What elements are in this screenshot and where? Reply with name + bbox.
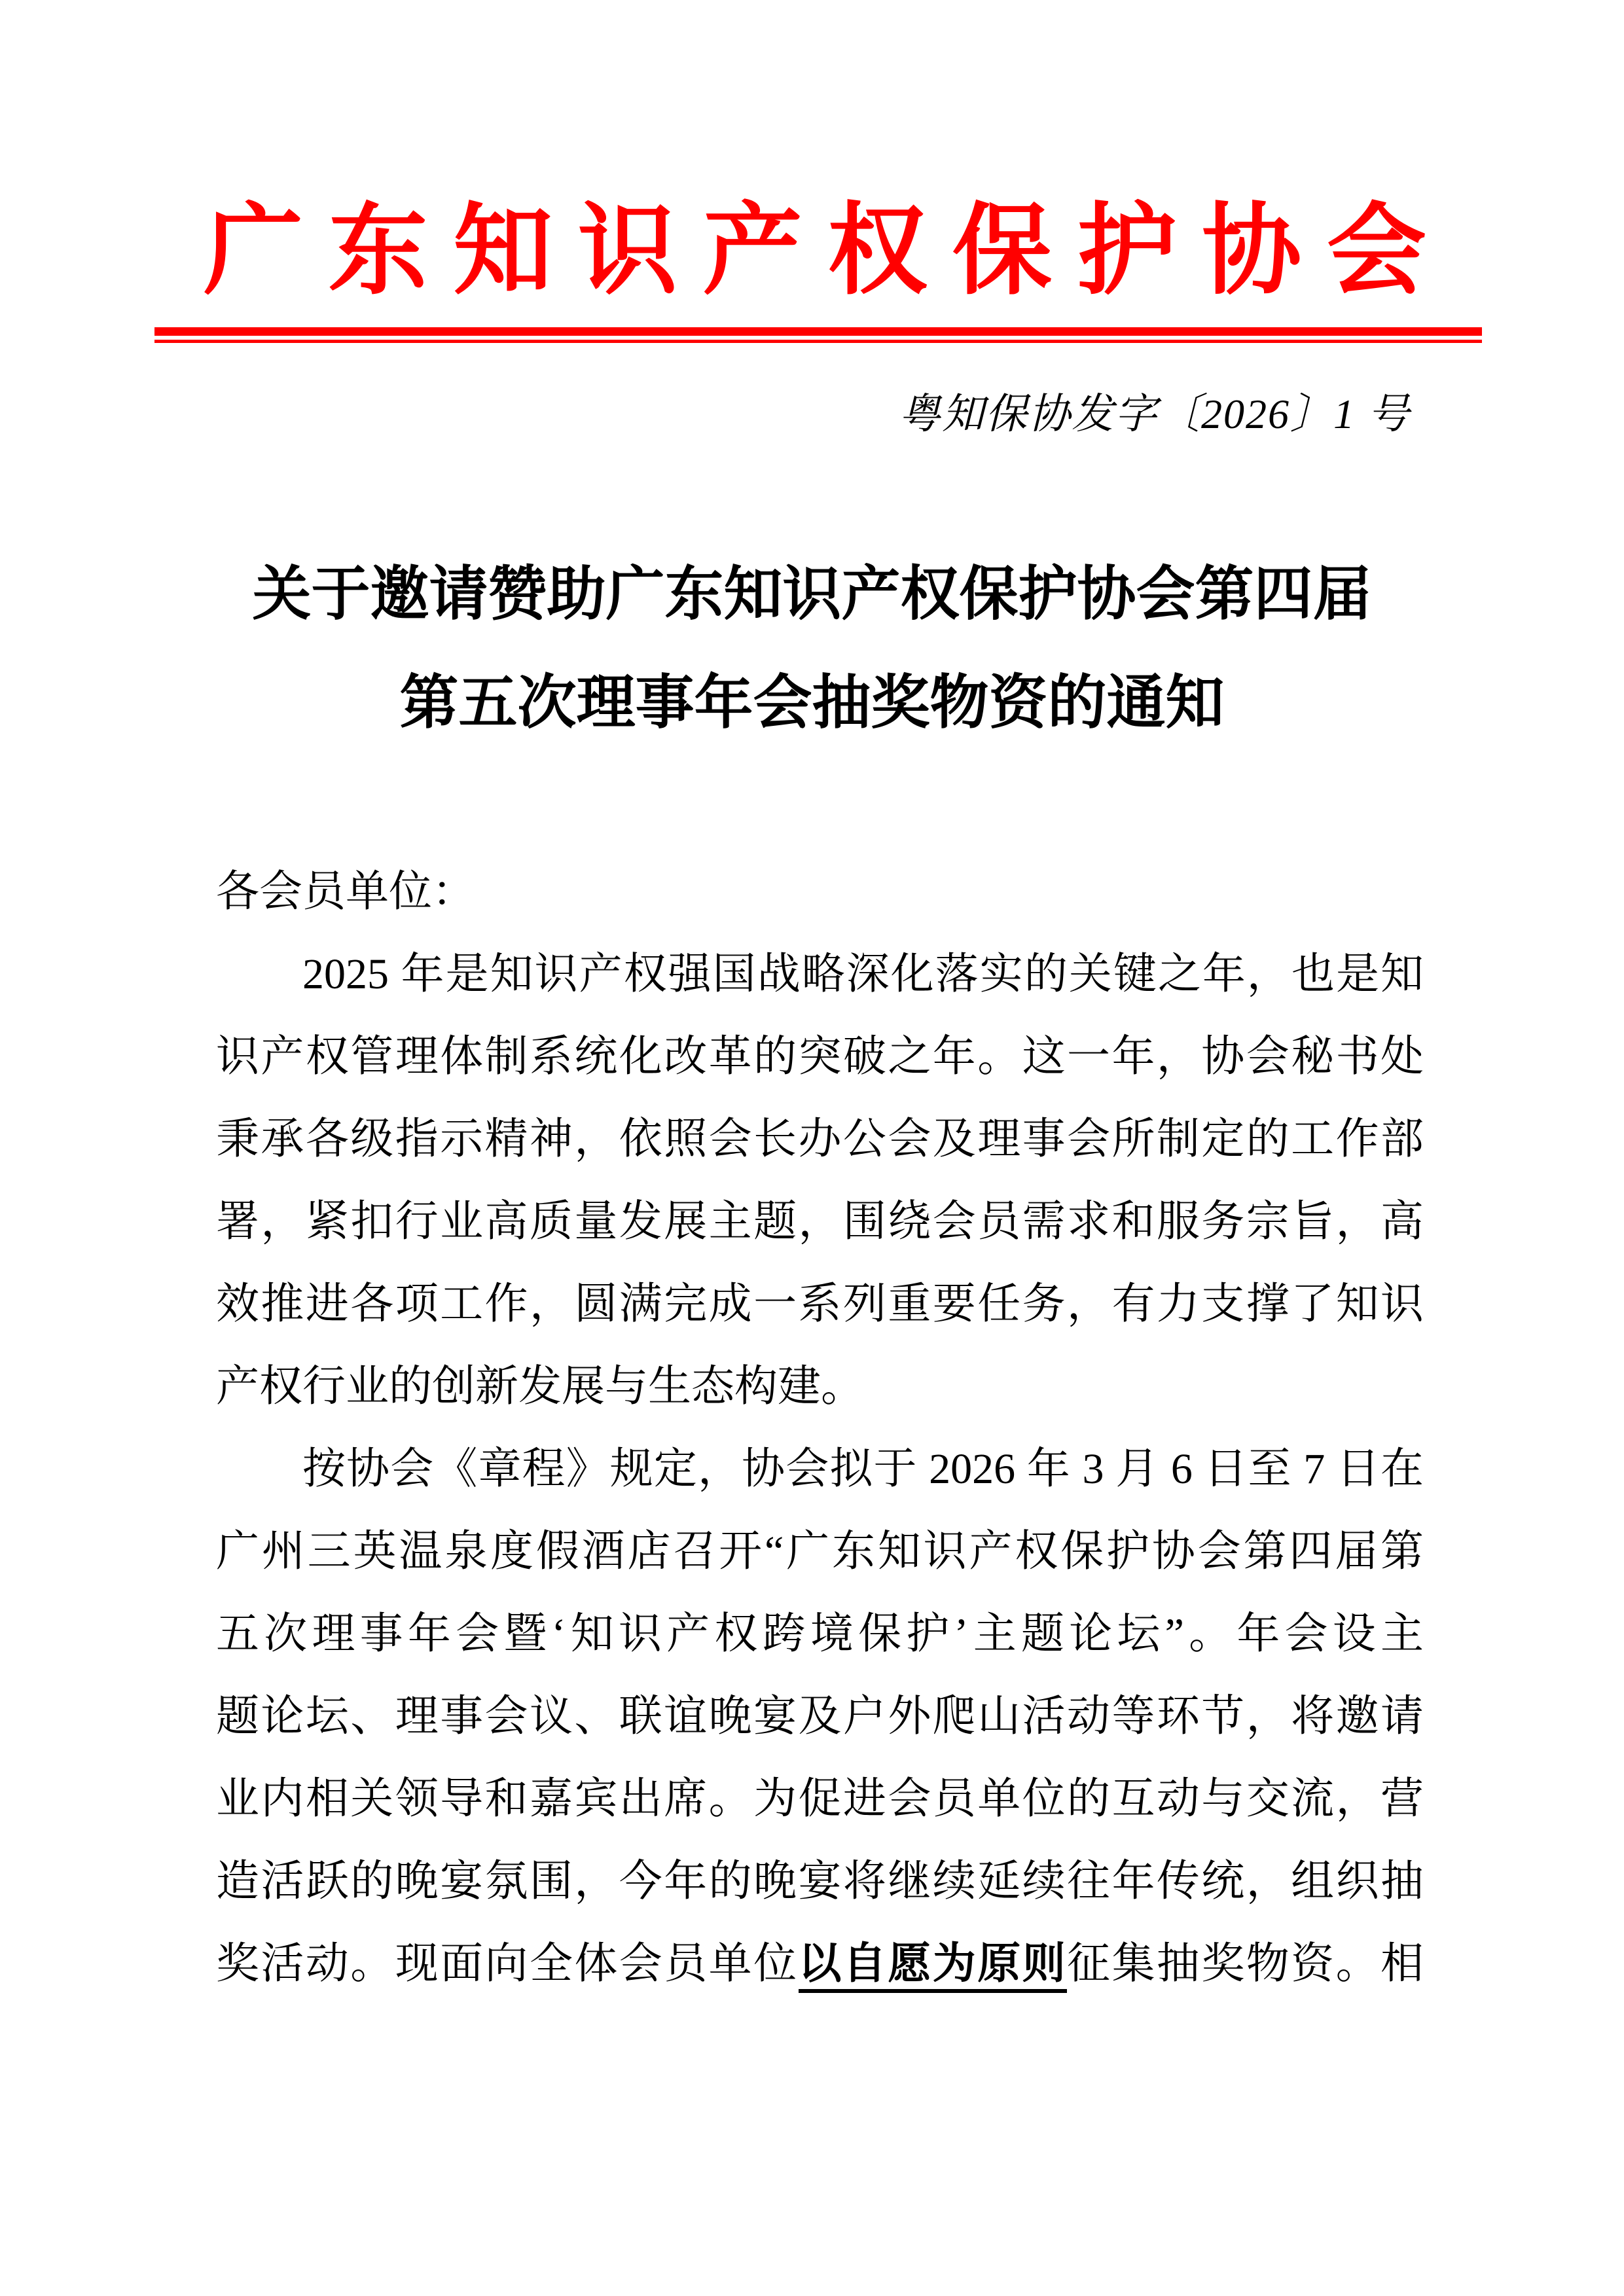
org-title-char: 权 bbox=[827, 196, 928, 306]
body-text-segment: 五次理事年会暨‘知识产权跨境保护’主题论坛”。年会设主 bbox=[216, 1610, 1424, 1658]
doc-number: 粤知保协发字〔2026〕1 号 bbox=[899, 391, 1411, 437]
org-title-char: 保 bbox=[952, 196, 1052, 306]
body-line bbox=[216, 1676, 1424, 1758]
body-text-segment: 造活跃的晚宴氛围，今年的晚宴将继续延续往年传统，组织抽 bbox=[216, 1857, 1424, 1905]
emphasis-segment: 以自愿为原则 bbox=[799, 1940, 1068, 1993]
org-title-char: 产 bbox=[702, 196, 803, 306]
org-title-char: 广 bbox=[204, 196, 303, 306]
doc-title-line2: 第五次理事年会抽奖物资的通知 bbox=[399, 671, 1225, 736]
body-text-segment: 征集抽奖物资。相 bbox=[1067, 1940, 1424, 1988]
body-text-segment: 2025 年是知识产权强国战略深化落实的关键之年，也是知 bbox=[302, 950, 1424, 998]
doc-title bbox=[0, 541, 1624, 758]
org-title-char: 东 bbox=[328, 196, 428, 306]
body-line bbox=[216, 1346, 1424, 1428]
body-line bbox=[216, 1016, 1424, 1098]
body-line bbox=[216, 1593, 1424, 1676]
doc-title-line1: 关于邀请赞助广东知识产权保护协会第四届 bbox=[252, 562, 1372, 627]
body-text-segment: 秉承各级指示精神，依照会长办公会及理事会所制定的工作部 bbox=[216, 1115, 1424, 1163]
red-divider-thick bbox=[154, 327, 1482, 336]
org-title-char: 协 bbox=[1202, 196, 1302, 306]
body-text-segment: 识产权管理体制系统化改革的突破之年。这一年，协会秘书处 bbox=[216, 1033, 1424, 1081]
body-text-segment: 题论坛、理事会议、联谊晚宴及户外爬山活动等环节，将邀请 bbox=[216, 1693, 1424, 1740]
org-title bbox=[204, 194, 1426, 312]
org-title-char: 护 bbox=[1077, 196, 1177, 306]
org-title-char: 识 bbox=[577, 196, 677, 306]
body-line bbox=[216, 1840, 1424, 1923]
body-line bbox=[216, 1511, 1424, 1593]
body-text-segment: 产权行业的创新发展与生态构建。 bbox=[216, 1363, 864, 1410]
org-title-char: 会 bbox=[1326, 196, 1426, 306]
salutation: 各会员单位： bbox=[216, 868, 475, 916]
body-line bbox=[216, 1098, 1424, 1181]
paragraphs bbox=[216, 933, 1424, 2005]
body-line bbox=[216, 1263, 1424, 1346]
body-text-segment: 奖活动。现面向全体会员单位 bbox=[216, 1940, 799, 1988]
paragraph bbox=[216, 933, 1424, 1428]
org-title-char: 知 bbox=[453, 196, 553, 306]
body-line bbox=[216, 1428, 1424, 1511]
body-line bbox=[216, 933, 1424, 1016]
body-text-segment: 署，紧扣行业高质量发展主题，围绕会员需求和服务宗旨，高 bbox=[216, 1198, 1424, 1246]
body-line bbox=[216, 1923, 1424, 2005]
paragraph bbox=[216, 1428, 1424, 2005]
body-text-segment: 业内相关领导和嘉宾出席。为促进会员单位的互动与交流，营 bbox=[216, 1775, 1424, 1823]
body-text-segment: 广州三英温泉度假酒店召开“广东知识产权保护协会第四届第 bbox=[216, 1528, 1424, 1575]
document-body bbox=[216, 851, 1424, 2005]
body-line bbox=[216, 1758, 1424, 1840]
body-text-segment: 效推进各项工作，圆满完成一系列重要任务，有力支撑了知识 bbox=[216, 1280, 1424, 1328]
body-text-segment: 按协会《章程》规定，协会拟于 2026 年 3 月 6 日至 7 日在 bbox=[302, 1445, 1424, 1493]
body-line bbox=[216, 1181, 1424, 1263]
red-divider-thin bbox=[154, 340, 1482, 343]
